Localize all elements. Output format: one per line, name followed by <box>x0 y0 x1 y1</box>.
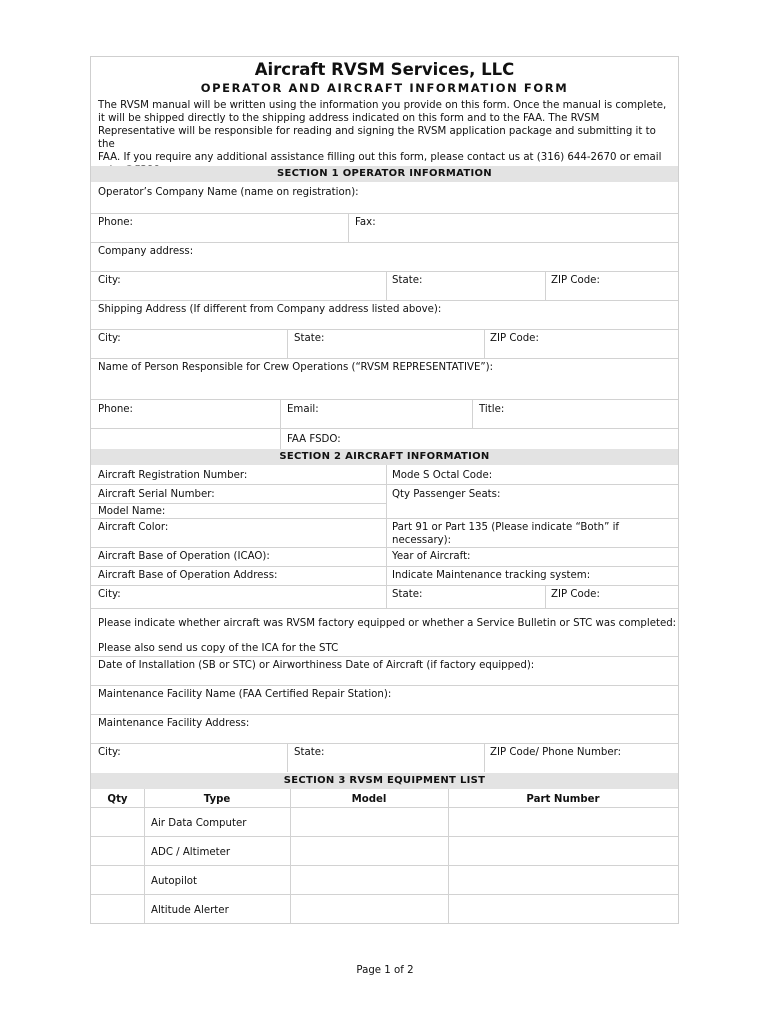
maintenance-zip-phone-label: ZIP Code/ Phone Number: <box>490 747 622 758</box>
section2-heading: SECTION 2 AIRCRAFT INFORMATION <box>91 449 678 465</box>
section3-heading: SECTION 3 RVSM EQUIPMENT LIST <box>91 773 678 789</box>
maintenance-city-label: City: <box>98 747 121 758</box>
rvsm-factory-label: Please indicate whether aircraft was RVSM factory equipped or whether a Service Bulletin or STC was completed: <box>98 618 677 629</box>
shipping-city-label: City: <box>98 333 121 344</box>
fax-label: Fax: <box>355 217 376 228</box>
state-label: State: <box>392 275 423 286</box>
registration-label: Aircraft Registration Number: <box>98 470 248 481</box>
part91-135-label: Part 91 or Part 135 (Please indicate “Both” if necessary): <box>392 522 620 546</box>
equipment-row-type: Air Data Computer <box>151 818 247 829</box>
installation-date-label: Date of Installation (SB or STC) or Airworthiness Date of Aircraft (if factory equipped): <box>98 660 535 671</box>
column-header-qty: Qty <box>107 794 128 805</box>
shipping-zip-label: ZIP Code: <box>490 333 539 344</box>
base-city-label: City: <box>98 589 121 600</box>
company-name-label: Operator’s Company Name (name on registration): <box>98 187 359 198</box>
base-icao-label: Aircraft Base of Operation (ICAO): <box>98 551 270 562</box>
column-header-type: Type <box>203 794 231 805</box>
company-title: Aircraft RVSM Services, LLC <box>254 60 515 79</box>
faa-fsdo-label: FAA FSDO: <box>287 434 341 445</box>
year-label: Year of Aircraft: <box>392 551 471 562</box>
base-state-label: State: <box>392 589 423 600</box>
intro-line: The RVSM manual will be written using the information you provide on this form. Once the manual is complete, <box>98 100 667 111</box>
rep-phone-label: Phone: <box>98 404 133 415</box>
maintenance-state-label: State: <box>294 747 325 758</box>
intro-line: it will be shipped directly to the shipping address indicated on this form and to the FAA. The RVSM <box>98 113 600 124</box>
shipping-state-label: State: <box>294 333 325 344</box>
form-title: OPERATOR AND AIRCRAFT INFORMATION FORM <box>200 81 569 95</box>
rep-title-label: Title: <box>479 404 505 415</box>
section1-heading: SECTION 1 OPERATOR INFORMATION <box>91 166 678 182</box>
base-zip-label: ZIP Code: <box>551 589 600 600</box>
color-label: Aircraft Color: <box>98 522 169 533</box>
model-label: Model Name: <box>98 506 166 517</box>
maintenance-facility-label: Maintenance Facility Name (FAA Certified Repair Station): <box>98 689 392 700</box>
base-address-label: Aircraft Base of Operation Address: <box>98 570 278 581</box>
column-header-part-number: Part Number <box>526 794 600 805</box>
shipping-address-label: Shipping Address (If different from Company address listed above): <box>98 304 442 315</box>
intro-line: FAA. If you require any additional assistance filling out this form, please contact us at (316) 644-2670 or email <box>98 152 662 163</box>
page-number: Page 1 of 2 <box>356 965 414 976</box>
company-address-label: Company address: <box>98 246 194 257</box>
city-label: City: <box>98 275 121 286</box>
equipment-row-type: Altitude Alerter <box>151 905 229 916</box>
mode-s-label: Mode S Octal Code: <box>392 470 493 481</box>
serial-label: Aircraft Serial Number: <box>98 489 215 500</box>
equipment-row-type: ADC / Altimeter <box>151 847 231 858</box>
equipment-row-type: Autopilot <box>151 876 198 887</box>
rvsm-representative-label: Name of Person Responsible for Crew Operations (“RVSM REPRESENTATIVE”): <box>98 362 494 373</box>
ica-note: Please also send us copy of the ICA for the STC <box>98 643 339 654</box>
passenger-seats-label: Qty Passenger Seats: <box>392 489 501 500</box>
zip-label: ZIP Code: <box>551 275 600 286</box>
column-header-model: Model <box>351 794 387 805</box>
rep-email-label: Email: <box>287 404 319 415</box>
maintenance-address-label: Maintenance Facility Address: <box>98 718 250 729</box>
phone-label: Phone: <box>98 217 133 228</box>
maintenance-tracking-label: Indicate Maintenance tracking system: <box>392 570 591 581</box>
intro-line: Representative will be responsible for reading and signing the RVSM application package and submitting it to the <box>98 126 656 150</box>
